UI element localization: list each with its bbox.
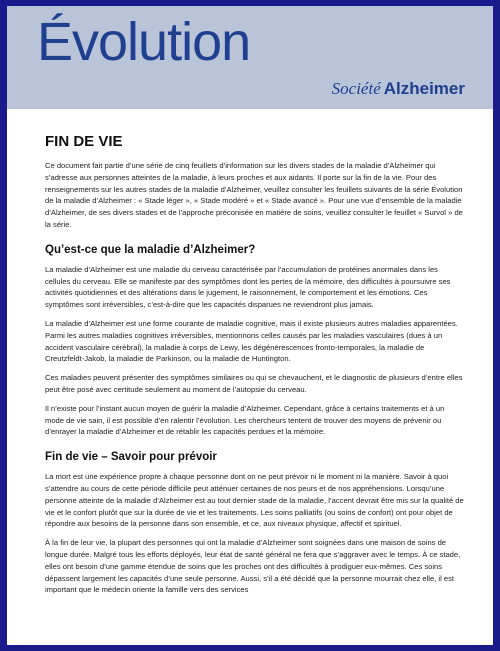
intro-paragraph: Ce document fait partie d’une série de cinq feuillets d’information sur les divers stades de la maladie d’Alzheimer qui s’adresse aux personnes atteintes de la maladie, à leurs proches et aux aidants. Il porte sur la fin de la vie. Pour des renseignements sur les autres stades de la maladie d’Alzheimer, veuillez consulter les feuillets suivants de la série Évolution de la maladie d’Alzheimer : « Stade léger », « Stade modéré » et « Stade avancé ». Pour une vue d’ensemble de la maladie d’Alzheimer, de ses divers stades et de l’approche préconisée en matière de soins, veuillez consulter le feuillet « Survol » de la série. — [45, 161, 463, 229]
document-body — [45, 133, 465, 603]
paragraph: Il n’existe pour l’instant aucun moyen de guérir la maladie d’Alzheimer. Cependant, grâce à certains traitements et à un mode de vie sain, il est possible d’en ralentir l’évolution. Les chercheurs tentent de trouver des moyens de prévenir ou d’enrayer la maladie d’Alzheimer et de rétablir les capacités perdues et la mémoire. — [45, 403, 445, 437]
brand-logo — [332, 80, 465, 98]
paragraph: À la fin de leur vie, la plupart des personnes qui ont la maladie d’Alzheimer sont soignées dans une maison de soins de longue durée. Malgré tous les efforts déployés, leur état de santé général ne fera que s’aggraver avec le temps. À ce stade, elles ont besoin d’une gamme étendue de soins que les proches ont des difficultés à prodiguer eux-mêmes. Ces soins dépassent largement les capacités d’une seule personne. Aussi, s’il a été décidé que la personne mourrait chez elle, il est important que le médecin oriente la famille vers des services — [45, 538, 461, 595]
page-frame — [7, 6, 493, 645]
paragraph: La maladie d’Alzheimer est une forme courante de maladie cognitive, mais il existe plusieurs autres maladies apparentées. Parmi les autres maladies cognitives irréversibles, mentionnons celles causés par les maladies vasculaires (dues à un accident vasculaire cérébral), la maladie à corps de Lewy, les dégénérescences fronto-temporales, la maladie de Creutzfeldt-Jakob, la maladie de Parkinson, ou la maladie de Huntington. — [45, 318, 458, 364]
section-heading-what-is: Qu’est-ce que la maladie d’Alzheimer? — [45, 243, 256, 256]
section-heading-end-of-life: Fin de vie – Savoir pour prévoir — [45, 451, 217, 464]
document-title: FIN DE VIE — [45, 133, 123, 150]
series-title: Évolution — [37, 12, 251, 72]
paragraph: Ces maladies peuvent présenter des symptômes similaires ou qui se chevauchent, et le diagnostic de plusieurs d’entre elles peut être posé avec certitude seulement au moment de l’autopsie du cerveau. — [45, 373, 463, 394]
brand-societe: Société — [331, 79, 381, 98]
banner-divider — [7, 109, 493, 119]
paragraph: La mort est une expérience propre à chaque personne dont on ne peut prévoir ni le moment ni la manière. Savoir à quoi s’attendre au cours de cette période difficile peut atténuer certaines de nos peurs et de nos appréhensions. Lorsqu’une personne atteinte de la maladie d’Alzheimer est au tout dernier stade de la maladie, l’accent devrait être mis sur la qualité de vie et le confort plutôt que sur la durée de vie et les traitements. Les soins palliatifs (ou soins de confort) ont pour objet de répondre aux besoins de la personne dans son ensemble, et ce, aux niveaux physique, affectif et spirituel. — [45, 472, 464, 529]
paragraph: La maladie d’Alzheimer est une maladie du cerveau caractérisée par l’accumulation de protéines anormales dans les cellules du cerveau. Elle se manifeste par des symptômes dont les pertes de la mémoire, des difficultés à poursuivre ses activités quotidiennes et des altérations dans le jugement, le raisonnement, le comportement et les émotions. Ces symptômes sont irréversibles, c’est-à-dire que les capacités disparues ne reviendront plus jamais. — [45, 264, 451, 310]
brand-name: Alzheimer — [383, 79, 465, 98]
header-banner — [7, 6, 493, 109]
